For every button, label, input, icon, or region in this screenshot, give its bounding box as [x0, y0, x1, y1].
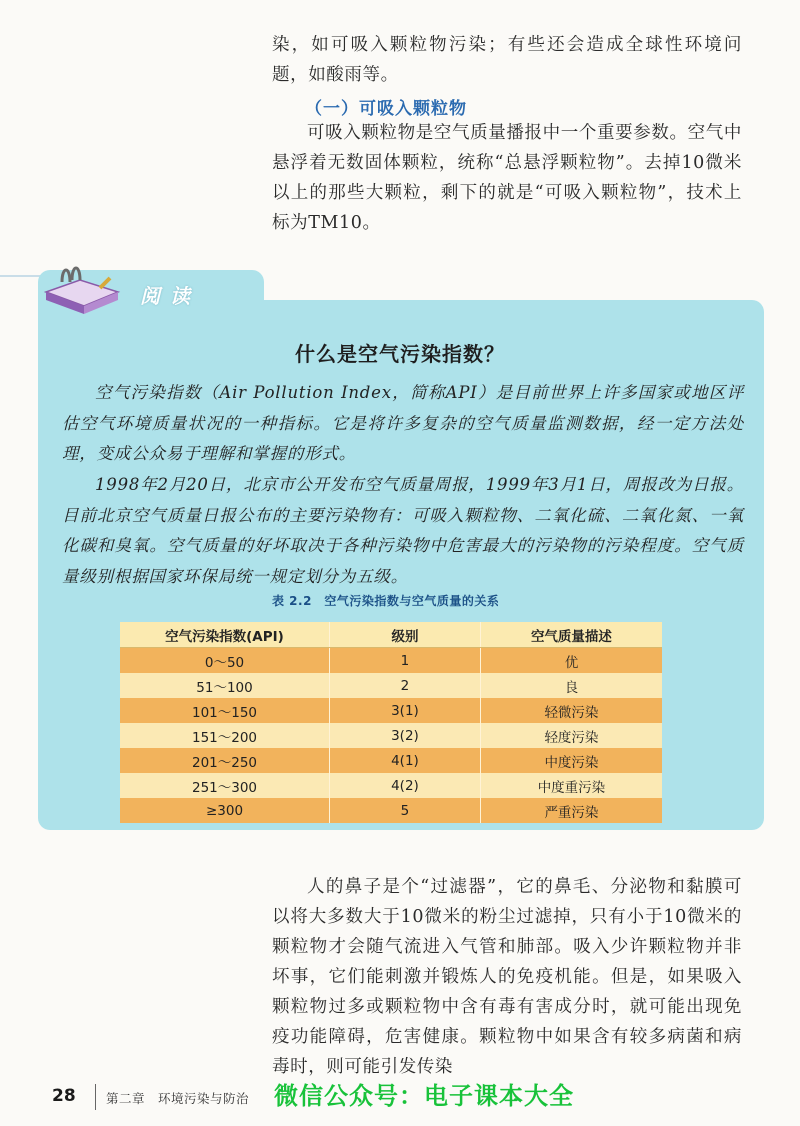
reading-paragraph-2: 1998年2月20日，北京市公开发布空气质量周报，1999年3月1日，周报改为日报。目前北京空气质量日报公布的主要污染物有：可吸入颗粒物、二氧化硫、二氧化氮、一氧化碳和臭氧。空气质量的好坏取决于各种污染物中危害最大的污染物的污染程度。空气质量级别根据国家环保局统一规定划分为五级。 — [62, 475, 744, 586]
table-row — [120, 748, 662, 773]
header-api: 空气污染指数(API) — [120, 622, 330, 648]
cell-description: 轻微污染 — [480, 698, 662, 723]
header-description: 空气质量描述 — [480, 622, 662, 648]
cell-api: 51～100 — [120, 673, 330, 698]
cell-level: 5 — [330, 798, 481, 823]
book-icon — [40, 258, 122, 318]
cell-level: 2 — [330, 673, 481, 698]
cell-api: ≥300 — [120, 798, 330, 823]
chapter-title: 第二章 环境污染与防治 — [106, 1091, 250, 1106]
cell-api: 251～300 — [120, 773, 330, 798]
table-header-row — [120, 622, 662, 648]
section-paragraph: 可吸入颗粒物是空气质量播报中一个重要参数。空气中悬浮着无数固体颗粒，统称“总悬浮颗粒物”。去掉10微米以上的那些大颗粒，剩下的就是“可吸入颗粒物”，技术上标为TM10。 — [272, 123, 742, 233]
cell-level: 4(2) — [330, 773, 481, 798]
cell-api: 151～200 — [120, 723, 330, 748]
table-row — [120, 798, 662, 823]
cell-description: 中度重污染 — [480, 773, 662, 798]
table-row — [120, 723, 662, 748]
footer-divider — [95, 1084, 96, 1110]
cell-description: 轻度污染 — [480, 723, 662, 748]
cell-api: 201～250 — [120, 748, 330, 773]
cell-level: 3(1) — [330, 698, 481, 723]
page-number: 28 — [52, 1086, 76, 1106]
table-row — [120, 773, 662, 798]
reading-paragraph-1: 空气污染指数（Air Pollution Index，简称API）是目前世界上许多国家或地区评估空气环境质量状况的一种指标。它是将许多复杂的空气质量监测数据，经一定方法处理，变成公众易于理解和掌握的形式。 — [62, 383, 744, 463]
cell-description: 中度污染 — [480, 748, 662, 773]
bottom-paragraph: 人的鼻子是个“过滤器”，它的鼻毛、分泌物和黏膜可以将大多数大于10微米的粉尘过滤掉，只有小于10微米的颗粒物才会随气流进入气管和肺部。吸入少许颗粒物并非坏事，它们能刺激并锻炼人的免疫机能。但是，如果吸入颗粒物过多或颗粒物中含有毒有害成分时，就可能出现免疫功能障碍，危害健康。颗粒物中如果含有较多病菌和病毒时，则可能引发传染 — [272, 877, 742, 1077]
header-level: 级别 — [330, 622, 481, 648]
cell-api: 0～50 — [120, 648, 330, 674]
table-row — [120, 698, 662, 723]
watermark-text: 微信公众号：电子课本大全 — [274, 1082, 574, 1110]
api-table — [120, 622, 662, 823]
cell-description: 优 — [480, 648, 662, 674]
cell-api: 101～150 — [120, 698, 330, 723]
cell-level: 3(2) — [330, 723, 481, 748]
table-row — [120, 673, 662, 698]
reading-title: 什么是空气污染指数？ — [295, 342, 505, 366]
cell-level: 1 — [330, 648, 481, 674]
table-row — [120, 648, 662, 674]
cell-description: 良 — [480, 673, 662, 698]
cell-description: 严重污染 — [480, 798, 662, 823]
top-paragraph: 染，如可吸入颗粒物污染；有些还会造成全球性环境问题，如酸雨等。 — [272, 35, 742, 85]
section-heading: （一）可吸入颗粒物 — [305, 99, 467, 119]
cell-level: 4(1) — [330, 748, 481, 773]
table-caption: 表 2.2 空气污染指数与空气质量的关系 — [272, 594, 500, 608]
reading-label: 阅读 — [140, 284, 200, 308]
